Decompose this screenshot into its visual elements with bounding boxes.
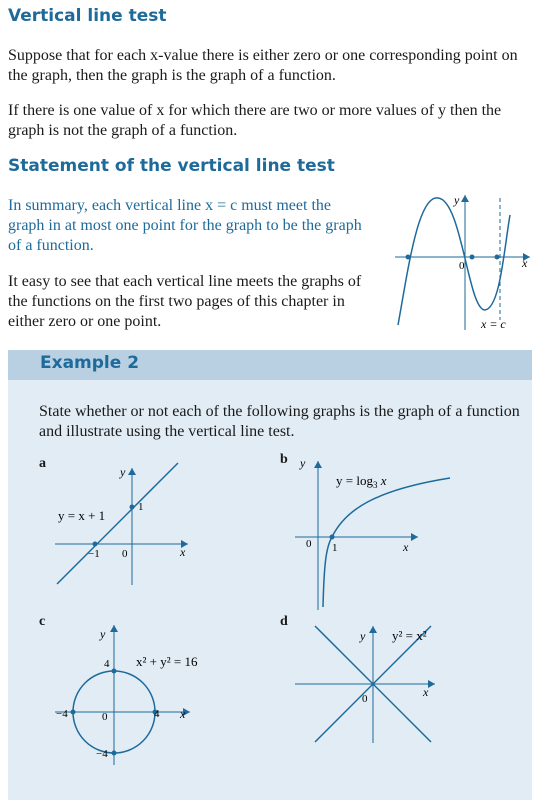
graph-a-y-label: y [120, 465, 126, 479]
graph-c-bottom-point [112, 751, 117, 756]
graph-a-y-arrow [128, 468, 136, 475]
graph-b-y-label: y [300, 456, 306, 470]
example-title: Example 2 [40, 353, 140, 373]
graph-a-y-intercept: 1 [138, 501, 144, 513]
paragraph-not-function: If there is one value of x for which there are two or more values of y then the graph is not the graph of a function. [8, 102, 502, 139]
graph-c-left-point [71, 710, 76, 715]
graph-b-x-intercept: 1 [332, 542, 338, 554]
intercept-point-mid [470, 255, 475, 260]
graph-a-x-intercept: −1 [88, 548, 100, 560]
graph-d-x-label: x [423, 685, 429, 699]
graph-b-x-label: x [403, 540, 409, 554]
graph-c-origin: 0 [102, 711, 108, 723]
graph-d-x-arrow [428, 680, 435, 688]
vertical-line-test-figure [390, 190, 535, 335]
graph-a-origin: 0 [122, 548, 128, 560]
graph-c-right-label: 4 [154, 708, 160, 720]
intercept-point-left [406, 255, 411, 260]
graph-d-y-arrow [369, 626, 377, 633]
example-prompt: State whether or not each of the following graphs is the graph of a function and illustrate using the vertical line test. [39, 403, 520, 440]
graph-c-bottom-label: −4 [96, 748, 108, 760]
example-header [8, 350, 532, 380]
graph-a-y-intercept-point [130, 505, 135, 510]
graph-b-x-intercept-point [330, 535, 335, 540]
graph-a-equation: y = x + 1 [58, 508, 106, 523]
graph-c-top-point [112, 669, 117, 674]
graph-a-x-label: x [180, 545, 186, 559]
graph-b [290, 455, 460, 615]
graph-b-log-curve [323, 478, 450, 607]
graph-a [50, 460, 200, 590]
line-label: x = c [481, 317, 506, 331]
graph-b-equation: $y = \log_3 x$ [336, 473, 387, 490]
graph-c-y-arrow [110, 625, 118, 632]
graph-b-x-arrow [411, 533, 418, 541]
paragraph-definition: Suppose that for each x-value there is either zero or one corresponding point on the graph, then the graph is the graph of a function. [8, 47, 518, 84]
graph-a-x-intercept-point [93, 542, 98, 547]
graph-d-y-label: y [360, 629, 366, 643]
graph-c-left-label: −4 [56, 708, 68, 720]
graph-b-origin: 0 [306, 538, 312, 550]
graph-d-equation: y² = x² [392, 628, 427, 643]
graph-d-origin: 0 [362, 693, 368, 705]
graph-c-equation: x² + y² = 16 [136, 654, 198, 669]
intercept-point-right [495, 255, 500, 260]
graph-c [50, 620, 210, 770]
origin-label: 0 [459, 260, 465, 272]
graph-d-label: d [280, 614, 288, 629]
graph-a-label: a [39, 456, 46, 471]
paragraph-summary: In summary, each vertical line x = c must meet the graph in at most one point for the graph to be the graph of a function. [8, 197, 362, 254]
graph-b-y-arrow [314, 461, 322, 468]
paragraph-easy-to-see: It easy to see that each vertical line meets the graphs of the functions on the first two pages of this chapter in either zero or one point. [8, 273, 362, 330]
x-axis-label: x [522, 256, 528, 270]
y-axis-label: y [454, 193, 460, 207]
section-heading-vertical-line-test: Vertical line test [8, 6, 167, 26]
graph-c-y-label: y [100, 627, 106, 641]
graph-b-label: b [280, 452, 288, 467]
y-axis-arrow [461, 195, 469, 202]
graph-a-line [57, 463, 178, 584]
graph-c-label: c [39, 614, 46, 629]
graph-d [290, 618, 450, 748]
section-heading-statement: Statement of the vertical line test [8, 156, 335, 176]
graph-c-top-label: 4 [104, 658, 110, 670]
graph-c-x-label: x [180, 707, 186, 721]
cubic-curve [398, 198, 510, 325]
